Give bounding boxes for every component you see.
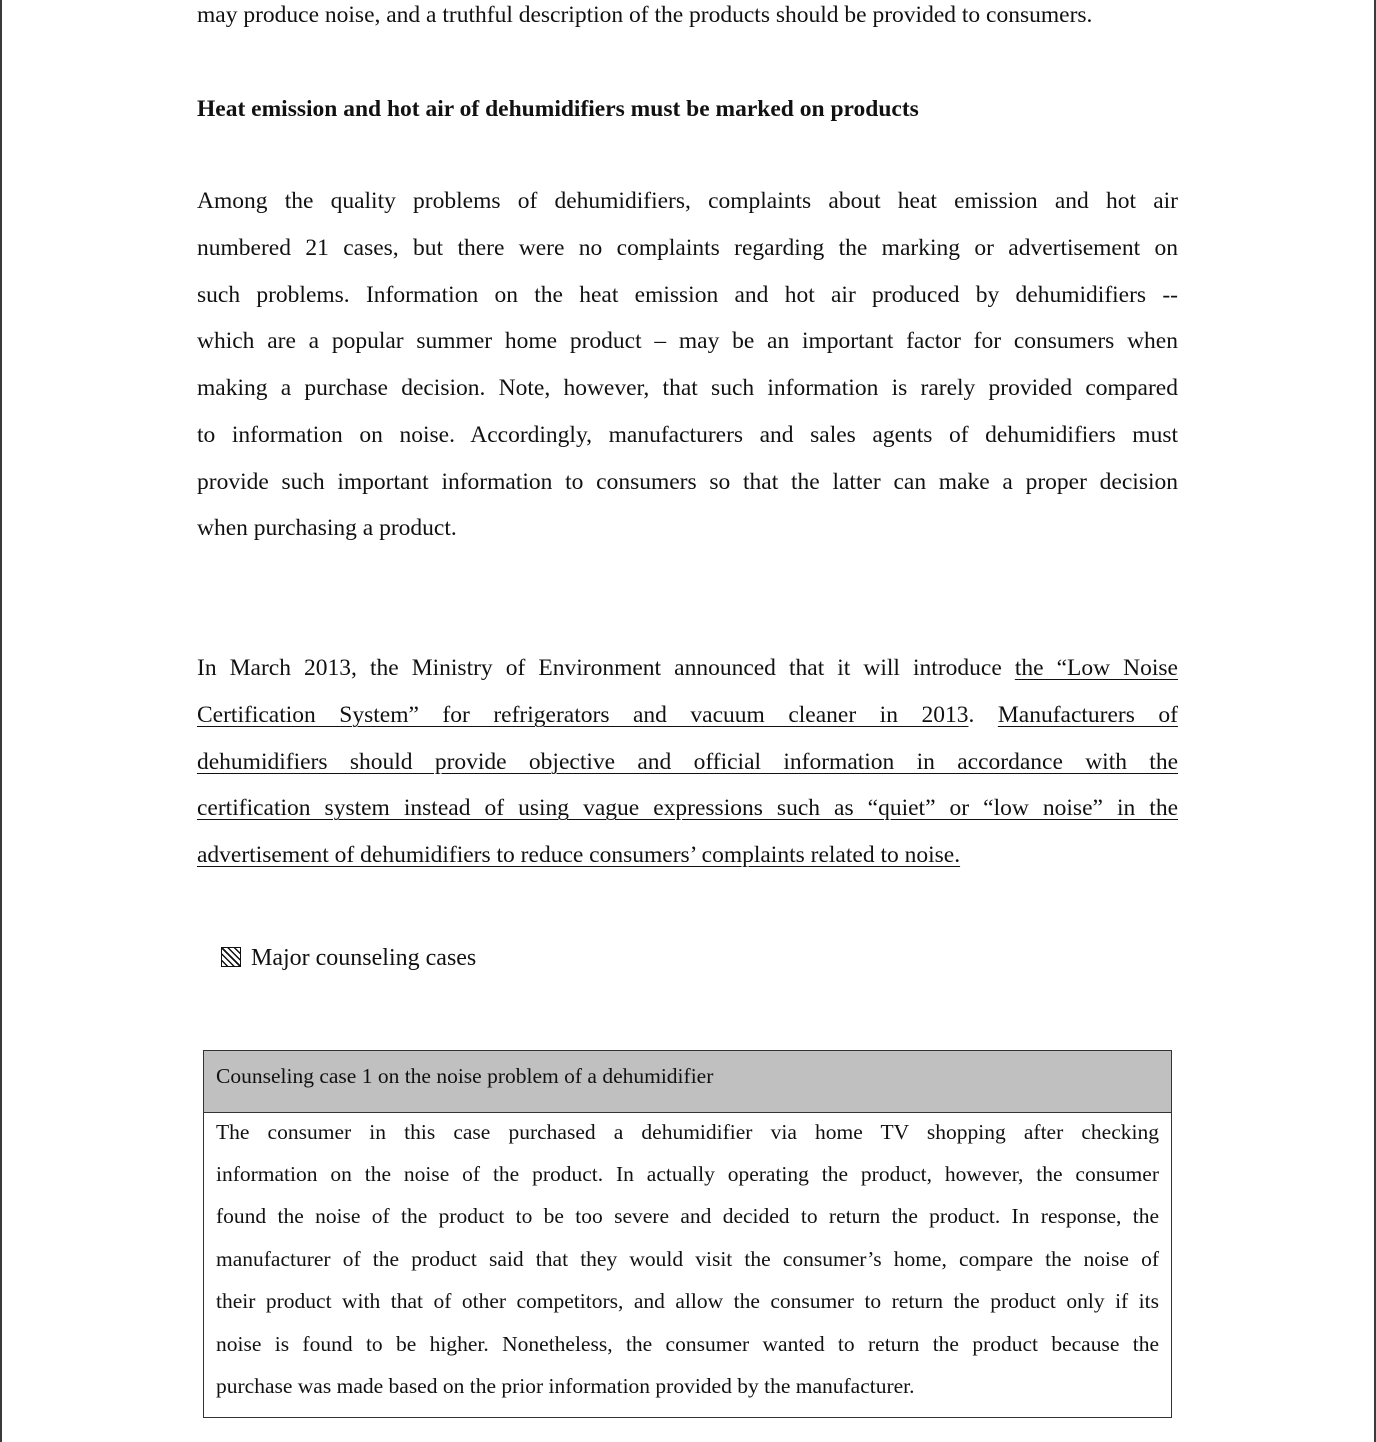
case-header <box>204 1051 1171 1113</box>
plain-text: In March 2013, the Ministry of Environment announced that it will introduce <box>197 655 1015 681</box>
case-text-line: noise is found to be higher. Nonetheless, the consumer wanted to return the product because the <box>216 1332 1159 1356</box>
plain-text: . <box>968 702 998 728</box>
underlined-text: advertisement of dehumidifiers to reduce consumers’ complaints related to noise. <box>197 842 961 868</box>
section-heading: Heat emission and hot air of dehumidifiers must be marked on products <box>197 96 919 122</box>
paragraph-line: such problems. Information on the heat emission and hot air produced by dehumidifiers -- <box>197 282 1178 308</box>
case-text-line: manufacturer of the product said that they would visit the consumer’s home, compare the noise of <box>216 1247 1159 1271</box>
paragraph-line <box>197 653 1178 683</box>
underlined-text: Manufacturers of <box>997 702 1178 728</box>
hatched-square-icon <box>221 947 241 967</box>
paragraph-line: provide such important information to consumers so that the latter can make a proper decision <box>197 469 1178 495</box>
case-text-line: purchase was made based on the prior information provided by the manufacturer. <box>216 1374 915 1398</box>
page-border-left <box>0 0 2 1442</box>
continued-text-line: may produce noise, and a truthful description of the products should be provided to consumers. <box>197 2 1093 28</box>
paragraph-line: which are a popular summer home product – may be an important factor for consumers when <box>197 328 1178 354</box>
major-cases-heading <box>221 943 476 973</box>
paragraph-line: certification system instead of using vague expressions such as “quiet” or “low noise” in the <box>197 795 1178 821</box>
paragraph-line: Among the quality problems of dehumidifiers, complaints about heat emission and hot air <box>197 188 1178 214</box>
case-text-line: The consumer in this case purchased a dehumidifier via home TV shopping after checking <box>216 1120 1159 1144</box>
underlined-text: Certification System” for refrigerators and vacuum cleaner in 2013 <box>197 702 969 728</box>
paragraph-line: to information on noise. Accordingly, manufacturers and sales agents of dehumidifiers must <box>197 422 1178 448</box>
paragraph-line <box>197 700 1178 730</box>
underlined-text: the “Low Noise <box>1014 655 1178 681</box>
case-title: Counseling case 1 on the noise problem of a dehumidifier <box>216 1064 714 1088</box>
paragraph-line: when purchasing a product. <box>197 515 457 541</box>
paragraph-line <box>197 840 1178 870</box>
case-text-line: found the noise of the product to be too severe and decided to return the product. In response, the <box>216 1204 1159 1228</box>
counseling-case-box <box>203 1050 1172 1418</box>
case-text-line: information on the noise of the product. In actually operating the product, however, the consumer <box>216 1162 1159 1186</box>
paragraph-line: numbered 21 cases, but there were no complaints regarding the marking or advertisement on <box>197 235 1178 261</box>
case-text-line: their product with that of other competitors, and allow the consumer to return the product only if its <box>216 1289 1159 1313</box>
paragraph-line: dehumidifiers should provide objective and official information in accordance with the <box>197 749 1178 775</box>
paragraph-line: making a purchase decision. Note, however, that such information is rarely provided compared <box>197 375 1178 401</box>
major-cases-label: Major counseling cases <box>251 945 477 971</box>
